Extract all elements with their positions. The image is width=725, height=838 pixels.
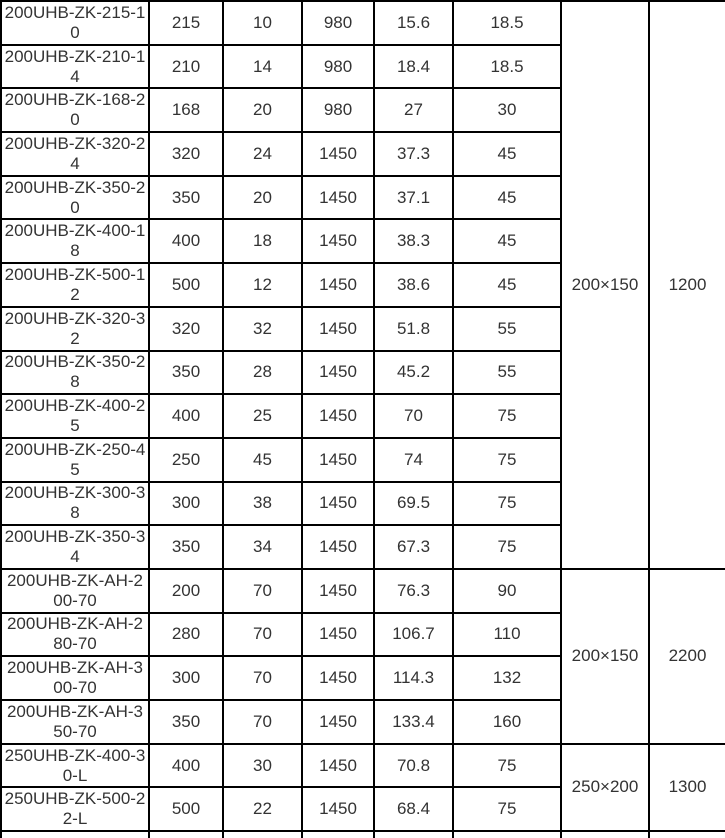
cell-pipe-size: 250×200 bbox=[561, 744, 649, 831]
cell-model: 200UHB-ZK-300-38 bbox=[1, 482, 149, 526]
cell-motor-power: 45 bbox=[453, 219, 561, 263]
cell-motor-power: 55 bbox=[453, 351, 561, 395]
cell-head: 38 bbox=[223, 482, 302, 526]
cell-motor-power: 75 bbox=[453, 482, 561, 526]
cell-flow: 250 bbox=[149, 438, 223, 482]
cell-flow: 200 bbox=[149, 569, 223, 613]
cell-model: 200UHB-ZK-400-18 bbox=[1, 219, 149, 263]
cell-motor-power: 75 bbox=[453, 787, 561, 831]
cell-head: 70 bbox=[223, 700, 302, 744]
cell-empty bbox=[374, 831, 453, 838]
cell-flow: 350 bbox=[149, 351, 223, 395]
cell-speed: 980 bbox=[302, 88, 374, 132]
cell-model: 200UHB-ZK-250-45 bbox=[1, 438, 149, 482]
cell-model: 200UHB-ZK-AH-300-70 bbox=[1, 656, 149, 700]
cell-motor-power: 55 bbox=[453, 307, 561, 351]
cell-flow: 350 bbox=[149, 525, 223, 569]
cell-power: 37.3 bbox=[374, 132, 453, 176]
cell-speed: 980 bbox=[302, 45, 374, 89]
cell-power: 18.4 bbox=[374, 45, 453, 89]
cell-speed: 1450 bbox=[302, 613, 374, 657]
cell-flow: 350 bbox=[149, 176, 223, 220]
cell-speed: 1450 bbox=[302, 263, 374, 307]
cell-head: 10 bbox=[223, 1, 302, 45]
cell-model: 200UHB-ZK-400-25 bbox=[1, 394, 149, 438]
cell-speed: 1450 bbox=[302, 700, 374, 744]
cell-model: 200UHB-ZK-320-32 bbox=[1, 307, 149, 351]
cell-motor-power: 132 bbox=[453, 656, 561, 700]
cell-speed: 1450 bbox=[302, 176, 374, 220]
cell-motor-power: 45 bbox=[453, 263, 561, 307]
table-row bbox=[1, 1, 725, 45]
cell-speed: 1450 bbox=[302, 787, 374, 831]
cell-power: 70.8 bbox=[374, 744, 453, 788]
cell-head: 14 bbox=[223, 45, 302, 89]
cell-model: 200UHB-ZK-210-14 bbox=[1, 45, 149, 89]
cell-pipe-size: 200×150 bbox=[561, 569, 649, 744]
cell-empty bbox=[302, 831, 374, 838]
cell-head: 32 bbox=[223, 307, 302, 351]
cell-head: 70 bbox=[223, 569, 302, 613]
cell-flow: 400 bbox=[149, 744, 223, 788]
cell-model: 200UHB-ZK-350-34 bbox=[1, 525, 149, 569]
cell-head: 22 bbox=[223, 787, 302, 831]
cell-flow: 168 bbox=[149, 88, 223, 132]
cell-head: 30 bbox=[223, 744, 302, 788]
cell-flow: 300 bbox=[149, 656, 223, 700]
cell-speed: 980 bbox=[302, 1, 374, 45]
cell-flow: 500 bbox=[149, 787, 223, 831]
cell-head: 25 bbox=[223, 394, 302, 438]
cell-flow: 215 bbox=[149, 1, 223, 45]
cell-speed: 1450 bbox=[302, 351, 374, 395]
cell-speed: 1450 bbox=[302, 744, 374, 788]
cell-power: 37.1 bbox=[374, 176, 453, 220]
cell-flow: 210 bbox=[149, 45, 223, 89]
table-row-partial bbox=[1, 831, 725, 838]
cell-model: 200UHB-ZK-350-28 bbox=[1, 351, 149, 395]
cell-head: 24 bbox=[223, 132, 302, 176]
cell-head: 12 bbox=[223, 263, 302, 307]
cell-speed: 1450 bbox=[302, 394, 374, 438]
cell-head: 34 bbox=[223, 525, 302, 569]
cell-power: 51.8 bbox=[374, 307, 453, 351]
cell-extra-value: 1200 bbox=[649, 1, 725, 569]
cell-power: 74 bbox=[374, 438, 453, 482]
cell-power: 114.3 bbox=[374, 656, 453, 700]
cell-speed: 1450 bbox=[302, 569, 374, 613]
cell-empty bbox=[649, 831, 725, 838]
cell-head: 20 bbox=[223, 176, 302, 220]
cell-power: 68.4 bbox=[374, 787, 453, 831]
cell-speed: 1450 bbox=[302, 219, 374, 263]
cell-motor-power: 45 bbox=[453, 132, 561, 176]
cell-motor-power: 18.5 bbox=[453, 45, 561, 89]
cell-model: 200UHB-ZK-AH-350-70 bbox=[1, 700, 149, 744]
cell-model: 200UHB-ZK-320-24 bbox=[1, 132, 149, 176]
cell-empty bbox=[453, 831, 561, 838]
cell-power: 67.3 bbox=[374, 525, 453, 569]
cell-model: 250UHB-ZK-500-22-L bbox=[1, 787, 149, 831]
cell-power: 70 bbox=[374, 394, 453, 438]
cell-model: 200UHB-ZK-350-20 bbox=[1, 176, 149, 220]
cell-empty bbox=[223, 831, 302, 838]
cell-flow: 400 bbox=[149, 394, 223, 438]
cell-power: 106.7 bbox=[374, 613, 453, 657]
cell-power: 27 bbox=[374, 88, 453, 132]
cell-model: 200UHB-ZK-AH-280-70 bbox=[1, 613, 149, 657]
cell-motor-power: 110 bbox=[453, 613, 561, 657]
table-row bbox=[1, 744, 725, 788]
cell-power: 15.6 bbox=[374, 1, 453, 45]
cell-model: 250UHB-ZK-400-30-L bbox=[1, 744, 149, 788]
cell-empty bbox=[561, 831, 649, 838]
cell-motor-power: 160 bbox=[453, 700, 561, 744]
cell-speed: 1450 bbox=[302, 438, 374, 482]
cell-head: 70 bbox=[223, 613, 302, 657]
table-body bbox=[1, 1, 725, 838]
cell-head: 28 bbox=[223, 351, 302, 395]
cell-flow: 300 bbox=[149, 482, 223, 526]
cell-motor-power: 45 bbox=[453, 176, 561, 220]
cell-speed: 1450 bbox=[302, 132, 374, 176]
cell-flow: 320 bbox=[149, 307, 223, 351]
cell-power: 45.2 bbox=[374, 351, 453, 395]
cell-model: 200UHB-ZK-215-10 bbox=[1, 1, 149, 45]
cell-pipe-size: 200×150 bbox=[561, 1, 649, 569]
cell-power: 38.6 bbox=[374, 263, 453, 307]
cell-flow: 350 bbox=[149, 700, 223, 744]
cell-flow: 500 bbox=[149, 263, 223, 307]
cell-head: 18 bbox=[223, 219, 302, 263]
cell-flow: 400 bbox=[149, 219, 223, 263]
cell-flow: 280 bbox=[149, 613, 223, 657]
cell-model: 200UHB-ZK-500-12 bbox=[1, 263, 149, 307]
cell-power: 38.3 bbox=[374, 219, 453, 263]
cell-motor-power: 30 bbox=[453, 88, 561, 132]
cell-head: 20 bbox=[223, 88, 302, 132]
cell-extra-value: 1300 bbox=[649, 744, 725, 831]
cell-empty bbox=[149, 831, 223, 838]
cell-power: 133.4 bbox=[374, 700, 453, 744]
cell-speed: 1450 bbox=[302, 482, 374, 526]
cell-motor-power: 90 bbox=[453, 569, 561, 613]
cell-motor-power: 75 bbox=[453, 438, 561, 482]
table-row bbox=[1, 569, 725, 613]
cell-motor-power: 18.5 bbox=[453, 1, 561, 45]
cell-model: 200UHB-ZK-AH-200-70 bbox=[1, 569, 149, 613]
cell-head: 70 bbox=[223, 656, 302, 700]
cell-model: 200UHB-ZK-168-20 bbox=[1, 88, 149, 132]
cell-head: 45 bbox=[223, 438, 302, 482]
cell-speed: 1450 bbox=[302, 525, 374, 569]
cell-extra-value: 2200 bbox=[649, 569, 725, 744]
cell-motor-power: 75 bbox=[453, 744, 561, 788]
cell-empty bbox=[1, 831, 149, 838]
cell-speed: 1450 bbox=[302, 307, 374, 351]
cell-flow: 320 bbox=[149, 132, 223, 176]
cell-power: 69.5 bbox=[374, 482, 453, 526]
cell-power: 76.3 bbox=[374, 569, 453, 613]
cell-motor-power: 75 bbox=[453, 525, 561, 569]
cell-motor-power: 75 bbox=[453, 394, 561, 438]
cell-speed: 1450 bbox=[302, 656, 374, 700]
